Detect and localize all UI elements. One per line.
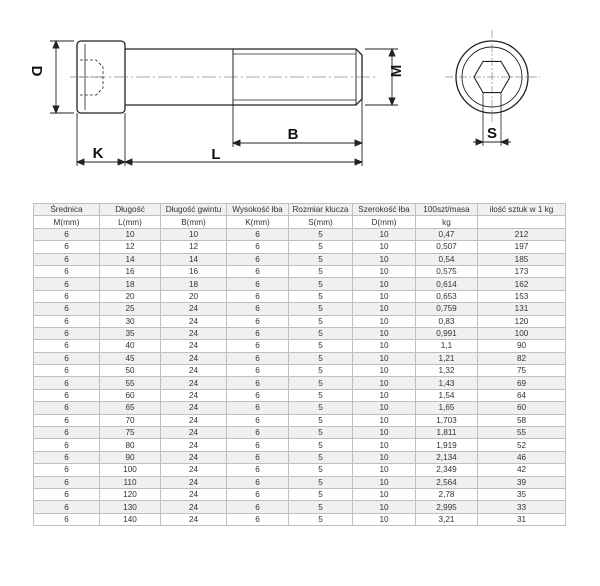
table-cell: 10 — [161, 228, 227, 240]
table-cell: 24 — [161, 476, 227, 488]
table-cell: 82 — [478, 352, 566, 364]
table-cell: 5 — [289, 377, 353, 389]
table-cell: 6 — [34, 265, 100, 277]
header-row — [34, 204, 566, 216]
table-cell: 6 — [34, 513, 100, 525]
table-row — [34, 253, 566, 265]
table-cell: 5 — [289, 228, 353, 240]
table-cell: 10 — [353, 377, 416, 389]
table-row — [34, 315, 566, 327]
table-cell: 1,811 — [416, 427, 478, 439]
table-cell: 24 — [161, 340, 227, 352]
column-header: Długość gwintu — [161, 204, 227, 216]
table-cell: 6 — [227, 315, 289, 327]
table-cell: 55 — [100, 377, 161, 389]
label-b: B — [287, 126, 299, 143]
table-cell: 58 — [478, 414, 566, 426]
table-cell: 14 — [161, 253, 227, 265]
table-cell: 24 — [161, 439, 227, 451]
table-cell: 5 — [289, 488, 353, 500]
table-cell: 140 — [100, 513, 161, 525]
table-cell: 6 — [34, 365, 100, 377]
column-header: Wysokość łba — [227, 204, 289, 216]
table-cell: 2,564 — [416, 476, 478, 488]
column-unit: kg — [416, 216, 478, 228]
table-cell: 24 — [161, 414, 227, 426]
table-cell: 10 — [353, 303, 416, 315]
table-cell: 46 — [478, 451, 566, 463]
table-cell: 45 — [100, 352, 161, 364]
table-row — [34, 501, 566, 513]
table-cell: 24 — [161, 427, 227, 439]
table-cell: 24 — [161, 501, 227, 513]
table-cell: 20 — [100, 290, 161, 302]
table-cell: 24 — [161, 377, 227, 389]
table-cell: 75 — [100, 427, 161, 439]
table-cell: 120 — [100, 488, 161, 500]
table-cell: 212 — [478, 228, 566, 240]
table-cell: 6 — [227, 352, 289, 364]
column-header: Średnica — [34, 204, 100, 216]
table-cell: 24 — [161, 464, 227, 476]
table-cell: 35 — [478, 488, 566, 500]
table-cell: 90 — [478, 340, 566, 352]
column-unit: K(mm) — [227, 216, 289, 228]
column-unit: L(mm) — [100, 216, 161, 228]
column-header: Szerokość łba — [353, 204, 416, 216]
table-cell: 5 — [289, 290, 353, 302]
table-cell: 110 — [100, 476, 161, 488]
table-cell: 6 — [34, 278, 100, 290]
table-cell: 10 — [353, 476, 416, 488]
table-cell: 2,349 — [416, 464, 478, 476]
table-cell: 0,653 — [416, 290, 478, 302]
table-cell: 3,21 — [416, 513, 478, 525]
table-cell: 6 — [34, 414, 100, 426]
table-cell: 24 — [161, 303, 227, 315]
table-cell: 24 — [161, 365, 227, 377]
column-header: Rozmiar klucza — [289, 204, 353, 216]
table-cell: 1,54 — [416, 389, 478, 401]
label-k: K — [92, 145, 104, 162]
table-cell: 6 — [34, 303, 100, 315]
table-cell: 6 — [227, 241, 289, 253]
table-cell: 39 — [478, 476, 566, 488]
table-cell: 10 — [353, 513, 416, 525]
table-cell: 5 — [289, 278, 353, 290]
table-cell: 24 — [161, 402, 227, 414]
table-cell: 24 — [161, 488, 227, 500]
table-cell: 6 — [227, 303, 289, 315]
table-cell: 0,614 — [416, 278, 478, 290]
table-cell: 10 — [353, 464, 416, 476]
table-cell: 6 — [227, 365, 289, 377]
table-cell: 2,134 — [416, 451, 478, 463]
table-cell: 70 — [100, 414, 161, 426]
table-cell: 24 — [161, 352, 227, 364]
table-row — [34, 402, 566, 414]
table-cell: 6 — [34, 427, 100, 439]
table-cell: 5 — [289, 365, 353, 377]
table-cell: 6 — [34, 377, 100, 389]
table-cell: 10 — [353, 340, 416, 352]
table-cell: 10 — [353, 315, 416, 327]
table-cell: 60 — [100, 389, 161, 401]
column-header: ilość sztuk w 1 kg — [478, 204, 566, 216]
table-cell: 0,575 — [416, 265, 478, 277]
table-cell: 5 — [289, 253, 353, 265]
table-cell: 18 — [161, 278, 227, 290]
bolt-technical-drawing — [0, 0, 600, 180]
table-cell: 6 — [227, 290, 289, 302]
table-row — [34, 241, 566, 253]
table-cell: 6 — [34, 228, 100, 240]
table-cell: 5 — [289, 303, 353, 315]
table-cell: 24 — [161, 315, 227, 327]
table-cell: 10 — [353, 253, 416, 265]
table-cell: 185 — [478, 253, 566, 265]
table-cell: 75 — [478, 365, 566, 377]
table-cell: 1,703 — [416, 414, 478, 426]
unit-row — [34, 216, 566, 228]
table-row — [34, 278, 566, 290]
table-cell: 10 — [353, 352, 416, 364]
table-cell: 6 — [34, 389, 100, 401]
table-cell: 6 — [34, 402, 100, 414]
table-cell: 10 — [353, 439, 416, 451]
table-cell: 6 — [34, 327, 100, 339]
table-cell: 6 — [227, 439, 289, 451]
label-d: D — [28, 65, 45, 77]
table-cell: 6 — [227, 253, 289, 265]
table-cell: 0,83 — [416, 315, 478, 327]
column-header: 100szt/masa — [416, 204, 478, 216]
table-cell: 6 — [227, 464, 289, 476]
table-row — [34, 513, 566, 525]
table-cell: 5 — [289, 476, 353, 488]
table-cell: 20 — [161, 290, 227, 302]
table-cell: 2,995 — [416, 501, 478, 513]
table-cell: 18 — [100, 278, 161, 290]
table-cell: 5 — [289, 414, 353, 426]
table-row — [34, 464, 566, 476]
table-row — [34, 427, 566, 439]
table-cell: 6 — [227, 513, 289, 525]
table-cell: 1,1 — [416, 340, 478, 352]
table-cell: 5 — [289, 439, 353, 451]
table-row — [34, 389, 566, 401]
table-row — [34, 340, 566, 352]
table-cell: 6 — [34, 352, 100, 364]
table-cell: 10 — [353, 501, 416, 513]
table-cell: 6 — [227, 451, 289, 463]
table-row — [34, 488, 566, 500]
table-cell: 1,21 — [416, 352, 478, 364]
table-cell: 162 — [478, 278, 566, 290]
table-cell: 6 — [34, 464, 100, 476]
table-cell: 10 — [353, 414, 416, 426]
table-cell: 5 — [289, 464, 353, 476]
table-cell: 0,507 — [416, 241, 478, 253]
table-cell: 6 — [227, 476, 289, 488]
table-cell: 10 — [353, 488, 416, 500]
table-cell: 6 — [34, 290, 100, 302]
label-l: L — [211, 146, 221, 163]
table-cell: 5 — [289, 402, 353, 414]
table-cell: 10 — [353, 389, 416, 401]
table-cell: 6 — [34, 488, 100, 500]
table-row — [34, 377, 566, 389]
table-cell: 6 — [34, 340, 100, 352]
table-cell: 130 — [100, 501, 161, 513]
column-unit: D(mm) — [353, 216, 416, 228]
socket-hidden-lines — [80, 60, 103, 95]
table-cell: 100 — [478, 327, 566, 339]
table-cell: 35 — [100, 327, 161, 339]
table-cell: 0,759 — [416, 303, 478, 315]
table-cell: 6 — [34, 476, 100, 488]
table-cell: 6 — [227, 377, 289, 389]
column-unit — [478, 216, 566, 228]
table-cell: 0,47 — [416, 228, 478, 240]
table-cell: 52 — [478, 439, 566, 451]
table-cell: 6 — [227, 278, 289, 290]
table-cell: 6 — [34, 253, 100, 265]
table-cell: 2,78 — [416, 488, 478, 500]
table-cell: 12 — [161, 241, 227, 253]
table-cell: 0,54 — [416, 253, 478, 265]
table-row — [34, 451, 566, 463]
table-cell: 5 — [289, 315, 353, 327]
table-cell: 6 — [34, 501, 100, 513]
table-cell: 24 — [161, 451, 227, 463]
table-cell: 5 — [289, 327, 353, 339]
table-cell: 25 — [100, 303, 161, 315]
table-cell: 6 — [227, 414, 289, 426]
table-cell: 5 — [289, 389, 353, 401]
table-cell: 1,32 — [416, 365, 478, 377]
table-row — [34, 439, 566, 451]
label-s: S — [486, 125, 498, 142]
table-cell: 5 — [289, 513, 353, 525]
table-cell: 5 — [289, 501, 353, 513]
table-cell: 6 — [227, 228, 289, 240]
table-cell: 24 — [161, 513, 227, 525]
table-cell: 5 — [289, 427, 353, 439]
table-cell: 120 — [478, 315, 566, 327]
table-cell: 6 — [34, 451, 100, 463]
table-cell: 5 — [289, 241, 353, 253]
table-cell: 5 — [289, 340, 353, 352]
table-cell: 10 — [353, 427, 416, 439]
column-unit: M(mm) — [34, 216, 100, 228]
table-cell: 10 — [353, 228, 416, 240]
table-cell: 100 — [100, 464, 161, 476]
table-cell: 14 — [100, 253, 161, 265]
table-row — [34, 265, 566, 277]
table-cell: 10 — [353, 241, 416, 253]
table-cell: 173 — [478, 265, 566, 277]
table-row — [34, 352, 566, 364]
table-cell: 10 — [353, 402, 416, 414]
table-cell: 6 — [227, 488, 289, 500]
table-cell: 0,991 — [416, 327, 478, 339]
table-cell: 16 — [100, 265, 161, 277]
table-cell: 60 — [478, 402, 566, 414]
table-cell: 6 — [34, 439, 100, 451]
table-cell: 64 — [478, 389, 566, 401]
table-cell: 6 — [34, 241, 100, 253]
table-cell: 12 — [100, 241, 161, 253]
table-row — [34, 414, 566, 426]
table-row — [34, 228, 566, 240]
table-cell: 6 — [34, 315, 100, 327]
table-cell: 16 — [161, 265, 227, 277]
table-cell: 10 — [353, 365, 416, 377]
table-cell: 5 — [289, 451, 353, 463]
table-cell: 10 — [353, 278, 416, 290]
bolt-spec-table — [33, 203, 566, 526]
table-cell: 6 — [227, 265, 289, 277]
table-cell: 5 — [289, 265, 353, 277]
table-cell: 10 — [353, 327, 416, 339]
table-cell: 42 — [478, 464, 566, 476]
table-cell: 153 — [478, 290, 566, 302]
table-cell: 6 — [227, 327, 289, 339]
column-unit: S(mm) — [289, 216, 353, 228]
table-cell: 10 — [353, 290, 416, 302]
table-cell: 131 — [478, 303, 566, 315]
table-cell: 31 — [478, 513, 566, 525]
column-header: Długość — [100, 204, 161, 216]
table-cell: 10 — [353, 265, 416, 277]
table-cell: 1,43 — [416, 377, 478, 389]
table-cell: 197 — [478, 241, 566, 253]
table-cell: 55 — [478, 427, 566, 439]
table-cell: 24 — [161, 327, 227, 339]
table-cell: 1,65 — [416, 402, 478, 414]
table-row — [34, 303, 566, 315]
table-cell: 80 — [100, 439, 161, 451]
table-cell: 24 — [161, 389, 227, 401]
table-cell: 6 — [227, 402, 289, 414]
table-cell: 50 — [100, 365, 161, 377]
label-m: M — [388, 64, 405, 78]
table-cell: 10 — [353, 451, 416, 463]
table-cell: 5 — [289, 352, 353, 364]
table-cell: 6 — [227, 501, 289, 513]
table-cell: 90 — [100, 451, 161, 463]
table-row — [34, 290, 566, 302]
table-cell: 6 — [227, 427, 289, 439]
table-row — [34, 365, 566, 377]
table-cell: 65 — [100, 402, 161, 414]
table-cell: 30 — [100, 315, 161, 327]
table-cell: 40 — [100, 340, 161, 352]
table-row — [34, 327, 566, 339]
table-cell: 1,919 — [416, 439, 478, 451]
table-cell: 33 — [478, 501, 566, 513]
column-unit: B(mm) — [161, 216, 227, 228]
table-cell: 69 — [478, 377, 566, 389]
table-cell: 6 — [227, 340, 289, 352]
table-cell: 10 — [100, 228, 161, 240]
table-cell: 6 — [227, 389, 289, 401]
table-row — [34, 476, 566, 488]
